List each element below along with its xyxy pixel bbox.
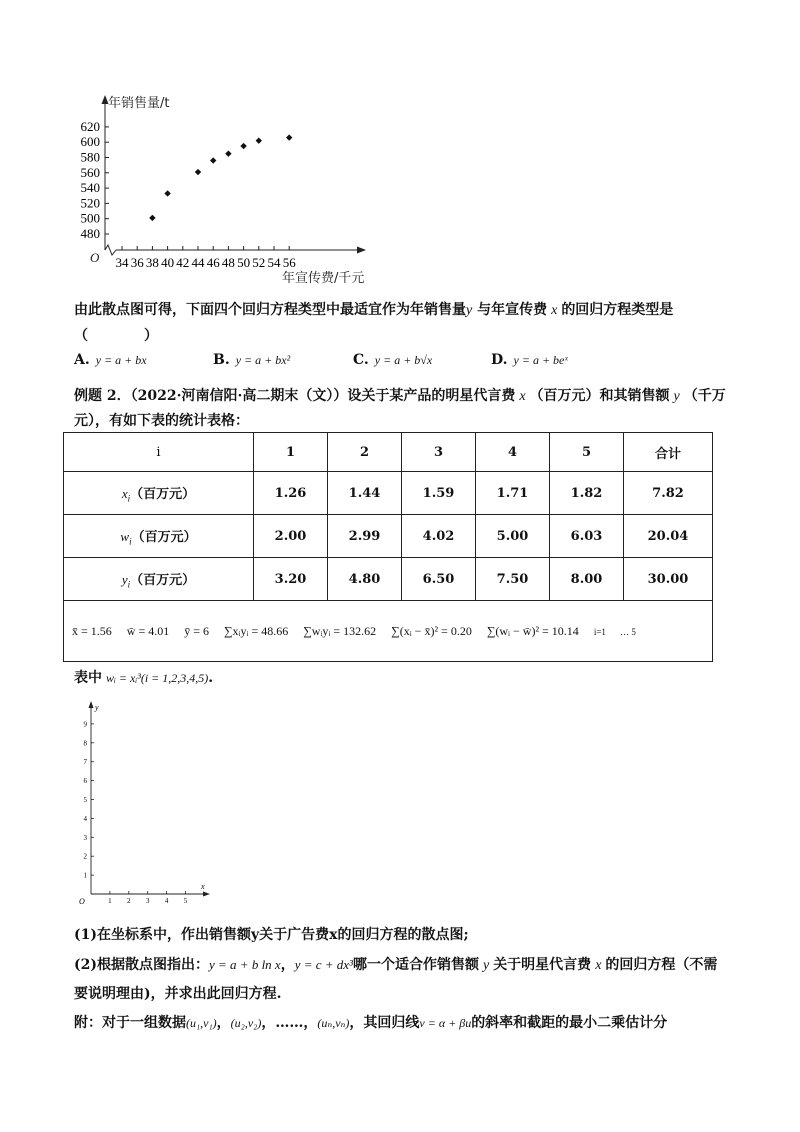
- table-header-cell: 1: [254, 433, 328, 472]
- part-2-text-b: 哪一个适合作销售额: [352, 957, 479, 973]
- row-symbol: y: [121, 571, 128, 587]
- x-tick-label: 40: [161, 255, 175, 270]
- table-cell: 4.80: [328, 558, 402, 601]
- mean-x: x̄ = 1.56: [72, 623, 112, 638]
- option-formula: y = a + bx: [95, 353, 147, 367]
- x-tick-label: 54: [267, 255, 281, 270]
- example-2-line-1: [74, 386, 726, 407]
- table-header-cell: 3: [402, 433, 476, 472]
- sum-lower-limit: i=1: [593, 626, 606, 637]
- table-cell: 2.00: [254, 515, 328, 558]
- table-cell: 7.82: [624, 472, 713, 515]
- y-tick-label: 2: [83, 852, 87, 861]
- x-axis-letter: x: [201, 882, 205, 891]
- example-text-b: （百万元）和其销售额: [529, 388, 670, 404]
- option-formula: y = a + beˣ: [513, 353, 568, 367]
- x-tick-label: 50: [237, 255, 251, 270]
- table-row: [64, 472, 713, 515]
- x-tick-label: 5: [183, 897, 188, 905]
- var-y: y: [482, 958, 490, 973]
- note-prefix: 表中: [74, 670, 102, 686]
- data-point: [256, 137, 262, 143]
- table-cell: 2.99: [328, 515, 402, 558]
- sales-scatter-chart: [60, 90, 380, 290]
- summary-stats: [64, 601, 713, 662]
- data-point: [210, 157, 216, 163]
- part-2-text-c: 关于明星代言费: [493, 957, 592, 973]
- y-tick-label: 600: [80, 134, 100, 150]
- statistics-table: [63, 432, 713, 662]
- table-header-cell: i: [64, 433, 254, 472]
- x-axis-label: 年宣传费/千元: [282, 271, 365, 286]
- row-unit: （百万元）: [131, 529, 197, 545]
- table-header-cell: 4: [476, 433, 550, 472]
- data-point: [164, 190, 170, 196]
- data-point: [240, 143, 246, 149]
- row-label: [64, 472, 254, 515]
- part-1: (1)在坐标系中，作出销售额y关于广告费x的回归方程的散点图;: [74, 927, 469, 943]
- table-cell: 5.00: [476, 515, 550, 558]
- row-label: [64, 515, 254, 558]
- y-axis-label: 年销售量/t: [108, 96, 170, 111]
- x-tick-label: 36: [130, 255, 144, 270]
- x-axis-arrow-icon: [357, 247, 366, 254]
- sum-limits: i=1 … 5: [593, 626, 636, 637]
- table-cell: 20.04: [624, 515, 713, 558]
- var-y: y: [466, 303, 473, 318]
- data-pair-2: (u₂,v₂): [230, 1016, 262, 1030]
- var-x: x: [551, 303, 558, 318]
- y-tick-label: 3: [83, 833, 87, 842]
- table-header-cell: 5: [550, 433, 624, 472]
- row-subscript: i: [127, 579, 131, 590]
- part-2-text-a: (2)根据散点图指出：: [74, 957, 209, 973]
- sum-upper-limit: 5: [631, 626, 636, 637]
- row-symbol: w: [120, 528, 130, 544]
- data-point: [225, 150, 231, 156]
- formula-log: y = a + b ln x: [209, 957, 281, 972]
- option-letter: B.: [213, 352, 230, 368]
- option-formula: y = a + b√x: [374, 353, 433, 367]
- table-cell: 7.50: [476, 558, 550, 601]
- y-axis-letter: y: [95, 703, 99, 712]
- origin-label: O: [90, 250, 100, 265]
- x-tick-label: 1: [108, 897, 112, 905]
- table-note: [74, 668, 213, 688]
- stem-text-a: 由此散点图可得，下面四个回归方程类型中最适宜作为年销售量: [74, 302, 466, 318]
- table-cell: 8.00: [550, 558, 624, 601]
- appendix-line: 附：对于一组数据(u₁,v₁)，(u₂,v₂)，……，(uₙ,vₙ)，其回归线v = α + βu的斜率和截距的最小二乘估计分: [74, 1015, 668, 1031]
- data-point: [286, 134, 292, 140]
- mean-w: w̄ = 4.01: [126, 623, 170, 638]
- y-tick-label: 7: [83, 758, 87, 767]
- x-tick-label: 46: [206, 255, 220, 270]
- sum-sq-w: ∑(wᵢ − w̄)² = 10.14: [486, 623, 579, 638]
- row-unit: （百万元）: [130, 572, 196, 588]
- y-tick-label: 8: [83, 739, 87, 748]
- y-tick-label: 520: [80, 195, 100, 211]
- x-tick-label: 52: [252, 255, 266, 270]
- origin-label: O: [79, 897, 85, 906]
- data-pair-1: (u₁,v₁): [186, 1016, 217, 1030]
- option-c[interactable]: [353, 352, 432, 368]
- x-tick-label: 48: [221, 255, 235, 270]
- axis-break-icon: [105, 245, 116, 255]
- y-tick-label: 540: [80, 180, 100, 196]
- table-cell: 1.82: [550, 472, 624, 515]
- table-header-row: [64, 433, 713, 472]
- example-2-line-2: 元），有如下表的统计表格：: [74, 413, 249, 429]
- x-axis-arrow-icon: [203, 892, 210, 897]
- option-letter: D.: [491, 352, 508, 368]
- sum-xy: ∑xᵢyᵢ = 48.66: [224, 623, 289, 638]
- appendix-text-b: ，其回归线: [349, 1015, 420, 1031]
- table-cell: 4.02: [402, 515, 476, 558]
- x-tick-label: 38: [145, 255, 159, 270]
- table-header-cell: 2: [328, 433, 402, 472]
- table-row: [64, 558, 713, 601]
- table-row: [64, 515, 713, 558]
- var-y: y: [673, 389, 680, 404]
- option-d[interactable]: [491, 352, 568, 368]
- table-cell: 6.50: [402, 558, 476, 601]
- data-point: [195, 169, 201, 175]
- appendix-text-c: 的斜率和截距的最小二乘估计分: [471, 1015, 668, 1031]
- table-cell: 30.00: [624, 558, 713, 601]
- row-subscript: i: [129, 536, 132, 547]
- y-tick-label: 580: [80, 149, 100, 165]
- row-symbol: x: [121, 485, 128, 501]
- x-tick-label: 2: [127, 897, 131, 905]
- row-subscript: i: [127, 493, 131, 504]
- question-stem: [74, 300, 673, 321]
- x-tick-label: 3: [145, 897, 150, 905]
- y-tick-label: 620: [80, 118, 100, 134]
- part-2-line-2: 要说明理由)，并求出此回归方程.: [74, 986, 282, 1002]
- table-cell: 6.03: [550, 515, 624, 558]
- y-tick-label: 4: [83, 814, 87, 823]
- formula-cubic: y = c + dx³: [294, 957, 353, 972]
- x-tick-label: 44: [191, 255, 205, 270]
- part-2-line-1: (2)根据散点图指出：y = a + b ln x，y = c + dx³哪一个适合作销售额 y 关于明星代言费 x 的回归方程（不需: [74, 957, 718, 973]
- y-tick-label: 500: [80, 210, 100, 226]
- option-b[interactable]: [213, 352, 290, 368]
- option-a[interactable]: [74, 352, 147, 368]
- table-cell: 1.71: [476, 472, 550, 515]
- appendix-text-a: 附：对于一组数据: [74, 1015, 186, 1031]
- y-tick-label: 1: [83, 871, 87, 880]
- stem-text-c: 的回归方程类型是: [561, 302, 674, 318]
- y-tick-label: 6: [83, 777, 87, 786]
- regression-line-formula: v = α + βu: [419, 1016, 472, 1030]
- sum-wy: ∑wᵢyᵢ = 132.62: [303, 623, 377, 638]
- x-tick-label: 4: [164, 897, 169, 905]
- x-tick-label: 34: [115, 255, 129, 270]
- option-letter: A.: [74, 352, 90, 368]
- data-pair-n: (uₙ,vₙ): [317, 1016, 350, 1030]
- table-cell: 3.20: [254, 558, 328, 601]
- var-x: x: [595, 958, 602, 973]
- y-tick-label: 9: [83, 720, 87, 729]
- table-summary-row: [64, 601, 713, 662]
- table-header-cell: 合计: [624, 433, 713, 472]
- y-axis-arrow-icon: [89, 701, 94, 708]
- row-label: [64, 558, 254, 601]
- x-tick-label: 42: [176, 255, 190, 270]
- mean-y: ȳ = 6: [184, 623, 209, 638]
- table-cell: 1.26: [254, 472, 328, 515]
- part-2-text-d: 的回归方程（不需: [605, 957, 718, 973]
- example-text-c: （千万: [683, 388, 726, 404]
- row-unit: （百万元）: [130, 486, 196, 502]
- table-cell: 1.44: [328, 472, 402, 515]
- note-suffix: .: [208, 670, 214, 686]
- y-tick-label: 5: [83, 796, 87, 804]
- var-x: x: [519, 389, 526, 404]
- option-formula: y = a + bx²: [235, 353, 291, 367]
- x-axis: [105, 241, 366, 254]
- sum-sq-x: ∑(xᵢ − x̄)² = 0.20: [391, 623, 472, 638]
- answer-paren: （ ）: [74, 328, 158, 344]
- y-tick-label: 560: [80, 164, 100, 180]
- data-point: [149, 215, 155, 221]
- table-cell: 1.59: [402, 472, 476, 515]
- ellipsis: ……，: [275, 1015, 318, 1031]
- blank-coordinate-system[interactable]: [76, 698, 216, 908]
- option-letter: C.: [353, 352, 369, 368]
- x-tick-label: 56: [282, 255, 296, 270]
- stem-text-b: 与年宣传费: [477, 302, 548, 318]
- example-text-a: 例题 2．（2022·河南信阳·高二期末（文））设关于某产品的明星代言费: [74, 388, 516, 404]
- y-tick-label: 480: [80, 226, 100, 241]
- note-formula: wᵢ = xᵢ³(i = 1,2,3,4,5): [106, 671, 209, 685]
